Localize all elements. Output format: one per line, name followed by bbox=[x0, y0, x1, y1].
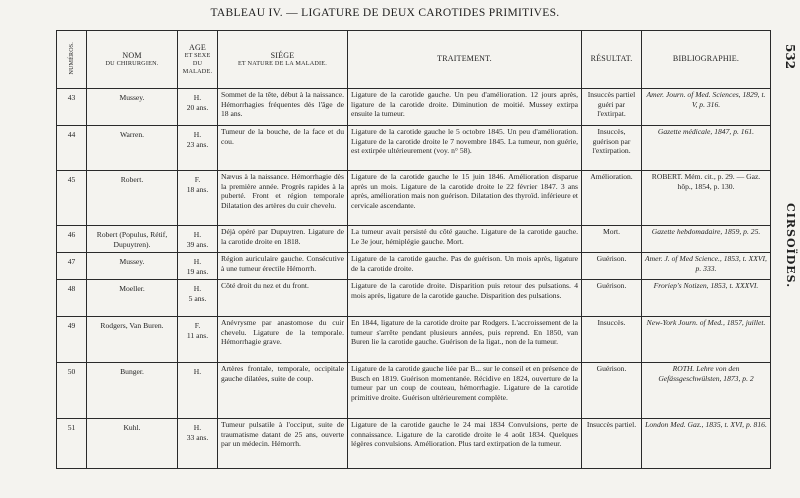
surgeon-name: Kuhl. bbox=[87, 419, 178, 469]
table-row bbox=[57, 126, 771, 171]
row-number: 46 bbox=[57, 226, 87, 253]
disease-site: Anévrysme par anastomose du cuir chevelu. Ligature de la temporale. Hémorrhagie grave. bbox=[218, 317, 348, 363]
table-row bbox=[57, 280, 771, 317]
treatment: Ligature de la carotide droite. Disparition puis retour des pulsations. 4 mois après, ligature de la carotide gauche. Disparition des pulsations. bbox=[348, 280, 582, 317]
bibliography: Gazette hebdomadaire, 1859, p. 25. bbox=[642, 226, 771, 253]
bibliography: London Med. Gaz., 1835, t. XVI, p. 816. bbox=[642, 419, 771, 469]
treatment: Ligature de la carotide gauche liée par B... sur le conseil et en présence de Busch en 1819. Guérison momentanée. Récidive en 1824, ouverture de la tumeur par un coup de couteau, hémorrhagie. Ligature de la carotide primitive droite. Guérison ultérieurement complète. bbox=[348, 363, 582, 419]
treatment: Ligature de la carotide gauche. Un peu d'amélioration. 12 jours après, ligature de la carotide droite. Diminution de moitié. Mussey extirpa ensuite la tumeur. bbox=[348, 89, 582, 126]
row-number: 49 bbox=[57, 317, 87, 363]
patient-age-sex: H. 23 ans. bbox=[178, 126, 218, 171]
disease-site: Côté droit du nez et du front. bbox=[218, 280, 348, 317]
header-nom: NOM DU CHIRURGIEN. bbox=[87, 31, 178, 89]
table-row bbox=[57, 419, 771, 469]
result: Guérison. bbox=[582, 280, 642, 317]
disease-site: Tumeur de la bouche, de la face et du cou. bbox=[218, 126, 348, 171]
surgeon-name: Robert (Populus, Rétif, Dupuytren). bbox=[87, 226, 178, 253]
row-number: 51 bbox=[57, 419, 87, 469]
patient-age-sex: H. bbox=[178, 363, 218, 419]
treatment: Ligature de la carotide gauche le 15 juin 1846. Amélioration disparue après un mois. Ligature de la carotide droite le 22 février 1847. 3 ans après, amélioration mais non guérison. Dilatation des thyroïd. inférieure et cervicale ascendante. bbox=[348, 171, 582, 226]
patient-age-sex: H. 39 ans. bbox=[178, 226, 218, 253]
ligature-table bbox=[56, 30, 771, 469]
treatment: En 1844, ligature de la carotide droite par Rodgers. L'accroissement de la tumeur s'arrête pendant plusieurs années, puis reprend. En 1850, van Buren lie la carotide gauche. Guérison de la ligat., non de la tumeur. bbox=[348, 317, 582, 363]
page-number: 532 bbox=[783, 44, 797, 70]
result: Insuccès partiel. bbox=[582, 419, 642, 469]
row-number: 45 bbox=[57, 171, 87, 226]
patient-age-sex: H. 33 ans. bbox=[178, 419, 218, 469]
patient-age-sex: H. 5 ans. bbox=[178, 280, 218, 317]
running-head: CIRSOÏDES. bbox=[784, 203, 797, 289]
result: Guérison. bbox=[582, 363, 642, 419]
header-traitement: TRAITEMENT. bbox=[348, 31, 582, 89]
surgeon-name: Bunger. bbox=[87, 363, 178, 419]
disease-site: Nævus à la naissance. Hémorrhagie dès la première année. Progrès rapides à la puberté. Front et région temporale Dilatation des artères du cuir chevelu. bbox=[218, 171, 348, 226]
table-row bbox=[57, 253, 771, 280]
header-age: AGE ET SEXE DU MALADE. bbox=[178, 31, 218, 89]
row-number: 44 bbox=[57, 126, 87, 171]
disease-site: Tumeur pulsatile à l'occiput, suite de traumatisme datant de 25 ans, ouverte par un médecin. Hémorrh. bbox=[218, 419, 348, 469]
table-row bbox=[57, 226, 771, 253]
bibliography: New-York Journ. of Med., 1857, juillet. bbox=[642, 317, 771, 363]
treatment: La tumeur avait persisté du côté gauche. Ligature de la carotide gauche. Le 3e jour, hémiplégie gauche. Mort. bbox=[348, 226, 582, 253]
bibliography: Amer. J. of Med Science., 1853, t. XXVI, p. 333. bbox=[642, 253, 771, 280]
result: Insuccès partiel guéri par l'extirpat. bbox=[582, 89, 642, 126]
bibliography: ROTH. Lehre von den Gefässgeschwülsten, 1873, p. 2 bbox=[642, 363, 771, 419]
patient-age-sex: H. 19 ans. bbox=[178, 253, 218, 280]
disease-site: Artères frontale, temporale, occipitale gauche dilatées, suite de coup. bbox=[218, 363, 348, 419]
bibliography: Froriep's Notizen, 1853, t. XXXVI. bbox=[642, 280, 771, 317]
patient-age-sex: F. 18 ans. bbox=[178, 171, 218, 226]
patient-age-sex: H. 20 ans. bbox=[178, 89, 218, 126]
treatment: Ligature de la carotide gauche le 24 mai 1834 Convulsions, perte de connaissance. Ligature de la carotide droite le 4 août 1834. Quelques légères convulsions. Amélioration. Plus tard extirpation de la tumeur. bbox=[348, 419, 582, 469]
page-title: TABLEAU IV. — LIGATURE DE DEUX CAROTIDES PRIMITIVES. bbox=[210, 7, 560, 19]
patient-age-sex: F. 11 ans. bbox=[178, 317, 218, 363]
row-number: 43 bbox=[57, 89, 87, 126]
row-number: 47 bbox=[57, 253, 87, 280]
table-row bbox=[57, 171, 771, 226]
treatment: Ligature de la carotide gauche le 5 octobre 1845. Un peu d'amélioration. Ligature de la carotide droite le 7 novembre 1845. La tumeur, non guérie, est extirpée ultérieurement (voy. n° 58). bbox=[348, 126, 582, 171]
surgeon-name: Mussey. bbox=[87, 253, 178, 280]
bibliography: Amer. Journ. of Med. Sciences, 1829, t. V, p. 316. bbox=[642, 89, 771, 126]
table-row bbox=[57, 89, 771, 126]
result: Insuccès, guérison par l'extirpation. bbox=[582, 126, 642, 171]
header-num: NUMÉROS. bbox=[57, 31, 87, 89]
header-siege: SIÉGE ET NATURE DE LA MALADIE. bbox=[218, 31, 348, 89]
header-biblio: BIBLIOGRAPHIE. bbox=[642, 31, 771, 89]
bibliography: Gazette médicale, 1847, p. 161. bbox=[642, 126, 771, 171]
disease-site: Sommet de la tête, début à la naissance. Hémorrhagies fréquentes dès l'âge de 18 ans. bbox=[218, 89, 348, 126]
surgeon-name: Moeller. bbox=[87, 280, 178, 317]
bibliography: ROBERT. Mém. cit., p. 29. — Gaz. hôp., 1854, p. 130. bbox=[642, 171, 771, 226]
table-row bbox=[57, 363, 771, 419]
disease-site: Région auriculaire gauche. Consécutive à une tumeur érectile Hémorrh. bbox=[218, 253, 348, 280]
result: Amélioration. bbox=[582, 171, 642, 226]
surgeon-name: Robert. bbox=[87, 171, 178, 226]
header-resultat: RÉSULTAT. bbox=[582, 31, 642, 89]
surgeon-name: Rodgers, Van Buren. bbox=[87, 317, 178, 363]
disease-site: Déjà opéré par Dupuytren. Ligature de la carotide droite en 1818. bbox=[218, 226, 348, 253]
surgeon-name: Mussey. bbox=[87, 89, 178, 126]
row-number: 50 bbox=[57, 363, 87, 419]
table-row bbox=[57, 317, 771, 363]
result: Guérison. bbox=[582, 253, 642, 280]
result: Insuccès. bbox=[582, 317, 642, 363]
treatment: Ligature de la carotide gauche. Pas de guérison. Un mois après, ligature de la carotide droite. bbox=[348, 253, 582, 280]
row-number: 48 bbox=[57, 280, 87, 317]
surgeon-name: Warren. bbox=[87, 126, 178, 171]
header-row bbox=[57, 31, 771, 89]
result: Mort. bbox=[582, 226, 642, 253]
